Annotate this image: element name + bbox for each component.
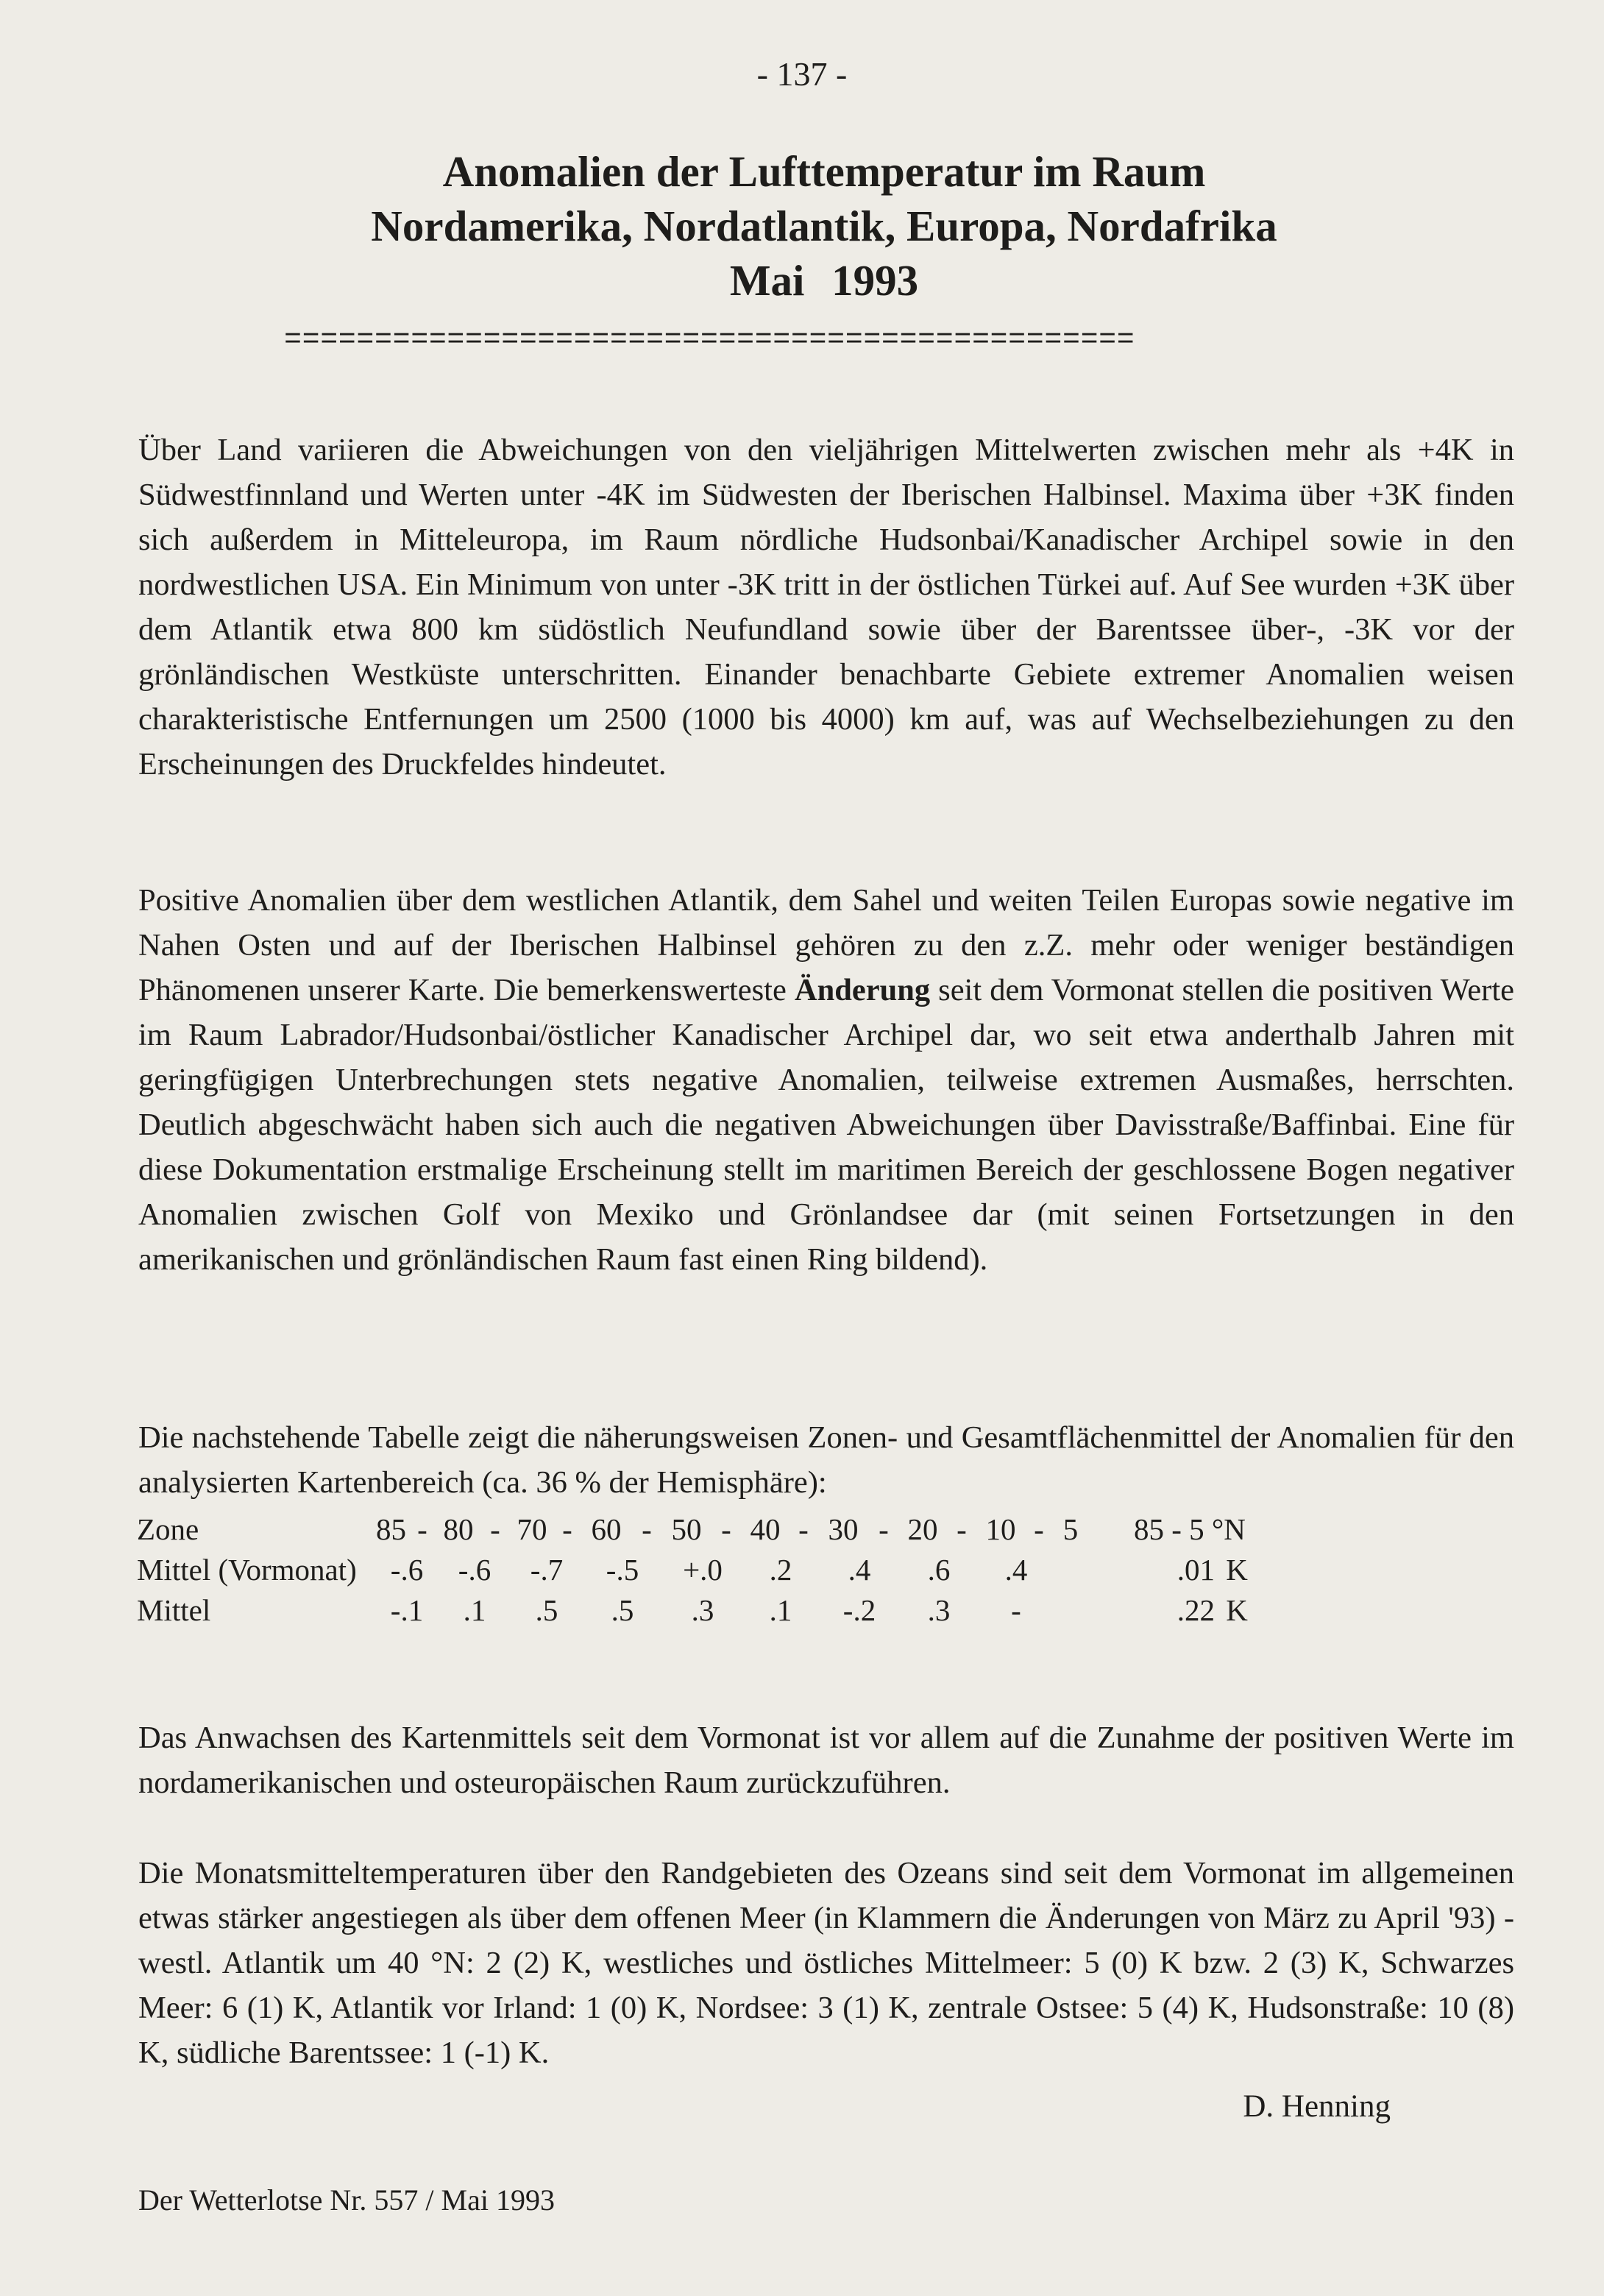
- zone-value: 10: [985, 1512, 1016, 1546]
- table-row-label: Zone: [137, 1512, 199, 1546]
- table-total: .01: [1177, 1553, 1215, 1587]
- table-row: [137, 1592, 1259, 1633]
- table-row: [137, 1552, 1259, 1592]
- table-cell: -.1: [390, 1593, 424, 1627]
- table-unit: K: [1226, 1593, 1248, 1627]
- table-cell: .4: [1004, 1553, 1028, 1587]
- zone-value: 60: [591, 1512, 622, 1546]
- table-cell: .1: [769, 1593, 792, 1627]
- page-number: - 137 -: [756, 55, 848, 93]
- table-cell: -.5: [606, 1553, 639, 1587]
- zone-dash: -: [879, 1512, 889, 1546]
- table-cell: -.6: [458, 1553, 492, 1587]
- table-cell: -.6: [390, 1553, 424, 1587]
- zone-dash: -: [957, 1512, 967, 1546]
- zone-value: 20: [907, 1512, 938, 1546]
- zone-dash: -: [490, 1512, 500, 1546]
- total-zone-header: 85 - 5 °N: [1134, 1512, 1246, 1546]
- table-cell: .6: [927, 1553, 951, 1587]
- table-cell: .4: [848, 1553, 871, 1587]
- paragraph-changes-highlight: Änderung: [794, 972, 931, 1007]
- zone-value: 85: [376, 1512, 406, 1546]
- page-footer: Der Wetterlotse Nr. 557 / Mai 1993: [138, 2183, 555, 2217]
- paragraph-changes-part2: seit dem Vormonat stellen die positiven Werte im Raum Labrador/Hudsonbai/östlicher Kanadischer Archipel dar, wo seit etwa anderthalb Jahren mit geringfügigen Unterbrechungen stets negative Anomalien, teilweise extremen Ausmaßes, herrschten. Deutlich abgeschwächt haben sich auch die negativen Abweichungen über Davisstraße/Baffinbai. Eine für diese Dokumentation erstmalige Erscheinung stellt im maritimen Bereich der geschlossene Bogen negativer Anomalien zwischen Golf von Mexiko und Grönlandsee dar (mit seinen Fortsetzungen in den amerikanischen und grönländischen Raum fast einen Ring bildend).: [138, 972, 1514, 1277]
- table-total: .22: [1177, 1593, 1215, 1627]
- table-cell: .3: [927, 1593, 951, 1627]
- table-cell: +.0: [683, 1553, 723, 1587]
- zone-value: 5: [1062, 1512, 1079, 1546]
- title-line-2: Nordamerika, Nordatlantik, Europa, Nordafrika: [371, 202, 1277, 250]
- zone-dash: -: [642, 1512, 652, 1546]
- table-cell: -.2: [842, 1593, 876, 1627]
- table-cell: .5: [535, 1593, 558, 1627]
- paragraph-land-anomalies: Über Land variieren die Abweichungen von den vieljährigen Mittelwerten zwischen mehr als +4K in Südwestfinnland und Werten unter -4K im Südwesten der Iberischen Halbinsel. Maxima über +3K finden sich außerdem in Mitteleuropa, im Raum nördliche Hudsonbai/Kanadischer Archipel sowie in den nordwestlichen USA. Ein Minimum von unter -3K tritt in der östlichen Türkei auf. Auf See wurden +3K über dem Atlantik etwa 800 km südöstlich Neufundland sowie über der Barentssee über-, -3K vor der grönländischen Westküste unterschritten. Einander benachbarte Gebiete extremer Anomalien weisen charakteristische Entfernungen um 2500 (1000 bis 4000) km auf, was auf Wechselbeziehungen zu den Erscheinungen des Druckfeldes hindeutet.: [138, 432, 1514, 782]
- zone-mean-table: [137, 1512, 1259, 1633]
- table-row-zones: [137, 1512, 1259, 1552]
- table-cell: -: [1011, 1593, 1021, 1627]
- paragraph-ocean-margins: Die Monatsmitteltemperaturen über den Randgebieten des Ozeans sind seit dem Vormonat im allgemeinen etwas stärker angestiegen als über dem offenen Meer (in Klammern die Änderungen von März zu April '93) - westl. Atlantik um 40 °N: 2 (2) K, westliches und östliches Mittelmeer: 5 (0) K bzw. 2 (3) K, Schwarzes Meer: 6 (1) K, Atlantik vor Irland: 1 (0) K, Nordsee: 3 (1) K, zentrale Ostsee: 5 (4) K, Hudsonstraße: 10 (8) K, südliche Barentssee: 1 (-1) K.: [138, 1855, 1514, 2070]
- zone-value: 70: [517, 1512, 547, 1546]
- table-cell: .1: [463, 1593, 486, 1627]
- zone-value: 40: [750, 1512, 781, 1546]
- table-cell: .2: [769, 1553, 792, 1587]
- table-cell: -.7: [530, 1553, 564, 1587]
- zone-dash: -: [721, 1512, 731, 1546]
- paragraph-changes: [138, 878, 1514, 1282]
- title-line-1: Anomalien der Lufttemperatur im Raum: [442, 147, 1206, 196]
- zone-dash: -: [417, 1512, 427, 1546]
- table-cell: .3: [691, 1593, 714, 1627]
- zone-value: 80: [443, 1512, 474, 1546]
- table-row-label: Mittel (Vormonat): [137, 1553, 357, 1587]
- paragraph-changes-part1: Positive Anomalien über dem westlichen Atlantik, dem Sahel und weiten Teilen Europas sowie negative im Nahen Osten und auf der Iberischen Halbinsel gehören zu den z.Z. mehr oder weniger beständigen Phänomenen unserer Karte. Die bemerkenswerteste: [138, 882, 1514, 1007]
- paragraph-map-mean: Das Anwachsen des Kartenmittels seit dem Vormonat ist vor allem auf die Zunahme der positiven Werte im nordamerikanischen und osteuropäischen Raum zurückzuführen.: [138, 1720, 1514, 1800]
- table-cell: .5: [611, 1593, 634, 1627]
- author-signature: D. Henning: [1243, 2089, 1391, 2124]
- zone-value: 30: [828, 1512, 859, 1546]
- zone-dash: -: [1034, 1512, 1044, 1546]
- table-unit: K: [1226, 1553, 1248, 1587]
- document-title: [0, 144, 1604, 308]
- title-line-3: Mai 1993: [729, 256, 919, 305]
- table-row-label: Mittel: [137, 1593, 211, 1627]
- title-separator: ===============================================: [284, 324, 1135, 357]
- zone-value: 50: [671, 1512, 702, 1546]
- zone-dash: -: [798, 1512, 809, 1546]
- zone-dash: -: [562, 1512, 572, 1546]
- paragraph-table-intro: Die nachstehende Tabelle zeigt die näherungsweisen Zonen- und Gesamtflächenmittel der Anomalien für den analysierten Kartenbereich (ca. 36 % der Hemisphäre):: [138, 1420, 1514, 1500]
